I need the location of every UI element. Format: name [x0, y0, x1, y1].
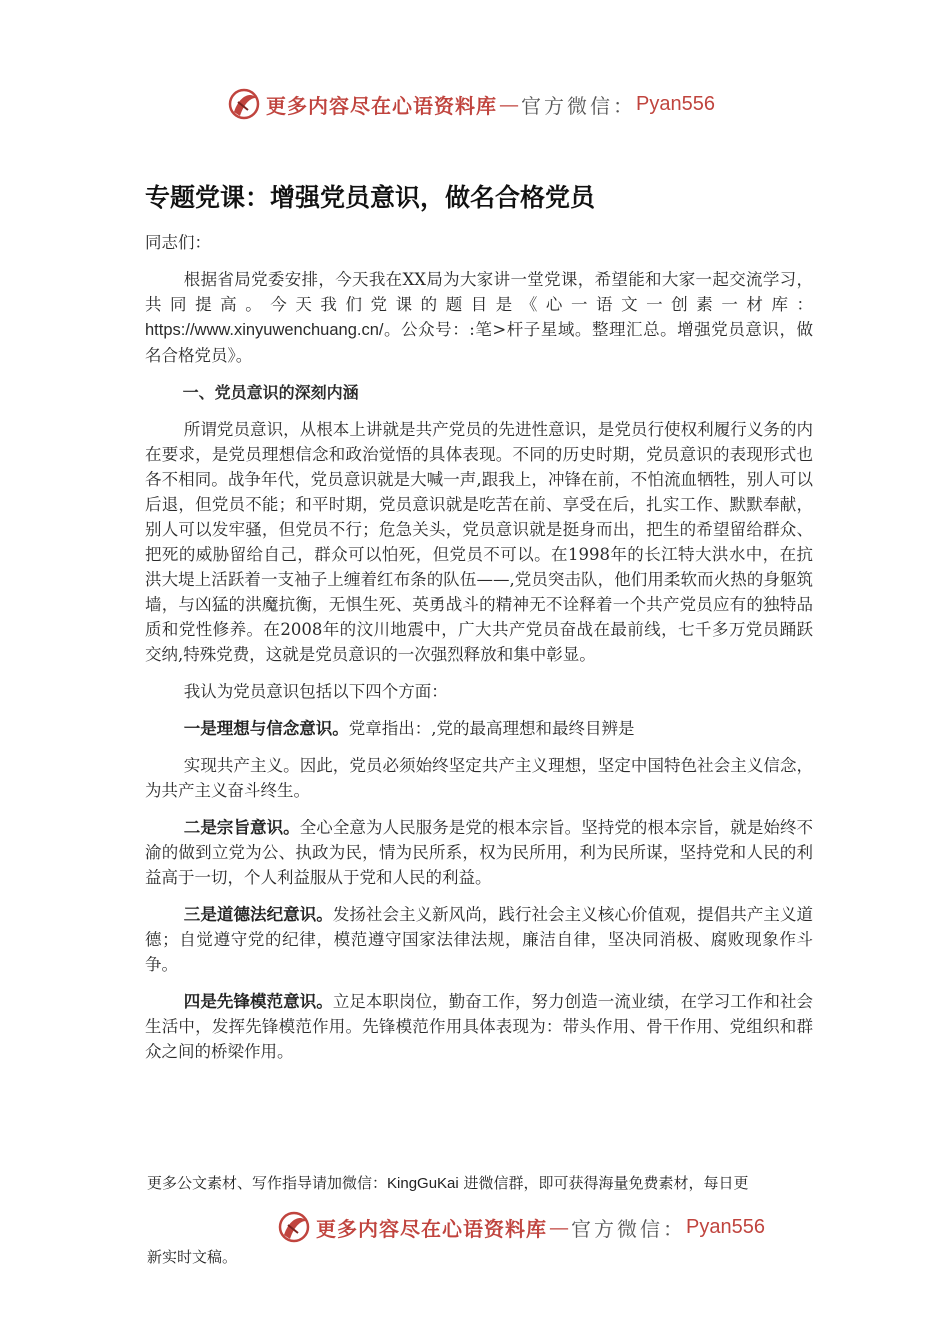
footer-note-continued: 新实时文稿。 [147, 1248, 238, 1266]
intro-url-link[interactable]: https://www.xinyuwenchuang.cn/ [145, 321, 384, 339]
aspect-3 [145, 902, 813, 977]
intro-paragraph [145, 267, 813, 368]
aspect-1-continued: 实现共产主义。因此，党员必须始终坚定共产主义理想，坚定中国特色社会主义信念，为共产主义奋斗终生。 [145, 756, 813, 800]
banner-dash: — [549, 1215, 569, 1239]
banner-dash: — [499, 92, 519, 116]
banner-wechat-label: 官方微信： [571, 1216, 686, 1241]
footer-text-1: 更多公文素材、写作指导请加微信： [147, 1174, 388, 1192]
aspects-intro: 我认为党员意识包括以下四个方面： [183, 682, 448, 701]
footer-wechat-id: KingGuKai [387, 1175, 459, 1192]
footer-watermark-banner [276, 1209, 765, 1245]
banner-wechat-id: Pyan556 [636, 92, 715, 115]
aspect-1-text: 党章指出：,党的最高理想和最终目辨是 [348, 719, 635, 738]
banner-wechat-id: Pyan556 [686, 1215, 765, 1238]
document-body [145, 230, 813, 1076]
logo-icon [226, 86, 262, 122]
intro-text-1: 根据省局党委安排，今天我在XX局为大家讲一堂党课，希望能和大家一起交流学习，共同提高。今天我们党课的题目是《心一语文一创素一材库： [145, 270, 813, 314]
section-body: 所谓党员意识，从根本上讲就是共产党员的先进性意识，是党员行使权利履行义务的内在要求，是党员理想信念和政治觉悟的具体表现。不同的历史时期，党员意识的表现形式也各不相同。战争年代，党员意识就是大喊一声,跟我上，冲锋在前，不怕流血牺牲，别人可以后退，但党员不能；和平时期，党员意识就是吃苦在前、享受在后，扎实工作、默默奉献，别人可以发牢骚，但党员不行；危急关头，党员意识就是挺身而出，把生的希望留给群众、把死的威胁留给自己，群众可以怕死，但党员不可以。在1998年的长江特大洪水中，在抗洪大堤上活跃着一支袖子上缠着红布条的队伍——,党员突击队，他们用柔软而火热的身躯筑墙，与凶猛的洪魔抗衡，无惧生死、英勇战斗的精神无不诠释着一个共产党员应有的独特品质和党性修养。在2008年的汶川地震中，广大共产党员奋战在最前线，七千多万党员踊跃交纳,特殊党费，这就是党员意识的一次强烈释放和集中彰显。 [145, 420, 813, 664]
aspect-4-text: 立足本职岗位，勤奋工作，努力创造一流业绩，在学习工作和社会生活中，发挥先锋模范作用。先锋模范作用具体表现为：带头作用、骨干作用、党组织和群众之间的桥梁作用。 [145, 992, 814, 1061]
section-heading: 一、党员意识的深刻内涵 [182, 383, 359, 402]
footer-note [147, 1172, 749, 1193]
banner-wechat-label: 官方微信： [521, 93, 636, 118]
intro-text-2: 。公众号：:笔>杆子星域。整理汇总。增强党员意识，做名合格党员》。 [145, 320, 813, 365]
aspect-2-lead: 二是宗旨意识。 [183, 818, 300, 837]
aspect-2-text: 全心全意为人民服务是党的根本宗旨。坚持党的根本宗旨，就是始终不渝的做到立党为公、执政为民，情为民所系，权为民所用，利为民所谋，坚持党和人民的利益高于一切，个人利益服从于党和人民的利益。 [145, 818, 814, 887]
aspect-1 [145, 716, 813, 741]
aspect-4 [145, 989, 813, 1064]
document-title: 专题党课：增强党员意识，做名合格党员 [145, 183, 596, 212]
aspect-2 [145, 815, 813, 890]
logo-icon [276, 1209, 312, 1245]
aspect-4-lead: 四是先锋模范意识。 [183, 992, 333, 1011]
header-watermark-banner [226, 86, 715, 122]
aspect-3-text: 发扬社会主义新风尚，践行社会主义核心价值观，提倡共产主义道德；自觉遵守党的纪律，模范遵守国家法律法规，廉洁自律，坚决同消极、腐败现象作斗争。 [145, 905, 814, 974]
banner-brand: 更多内容尽在心语资料库 [266, 93, 497, 118]
footer-text-2: 进微信群，即可获得海量免费素材，每日更 [458, 1174, 749, 1192]
aspect-1-lead: 一是理想与信念意识。 [183, 719, 349, 738]
greeting: 同志们： [145, 233, 211, 252]
banner-brand: 更多内容尽在心语资料库 [316, 1216, 547, 1241]
aspect-3-lead: 三是道德法纪意识。 [183, 905, 333, 924]
